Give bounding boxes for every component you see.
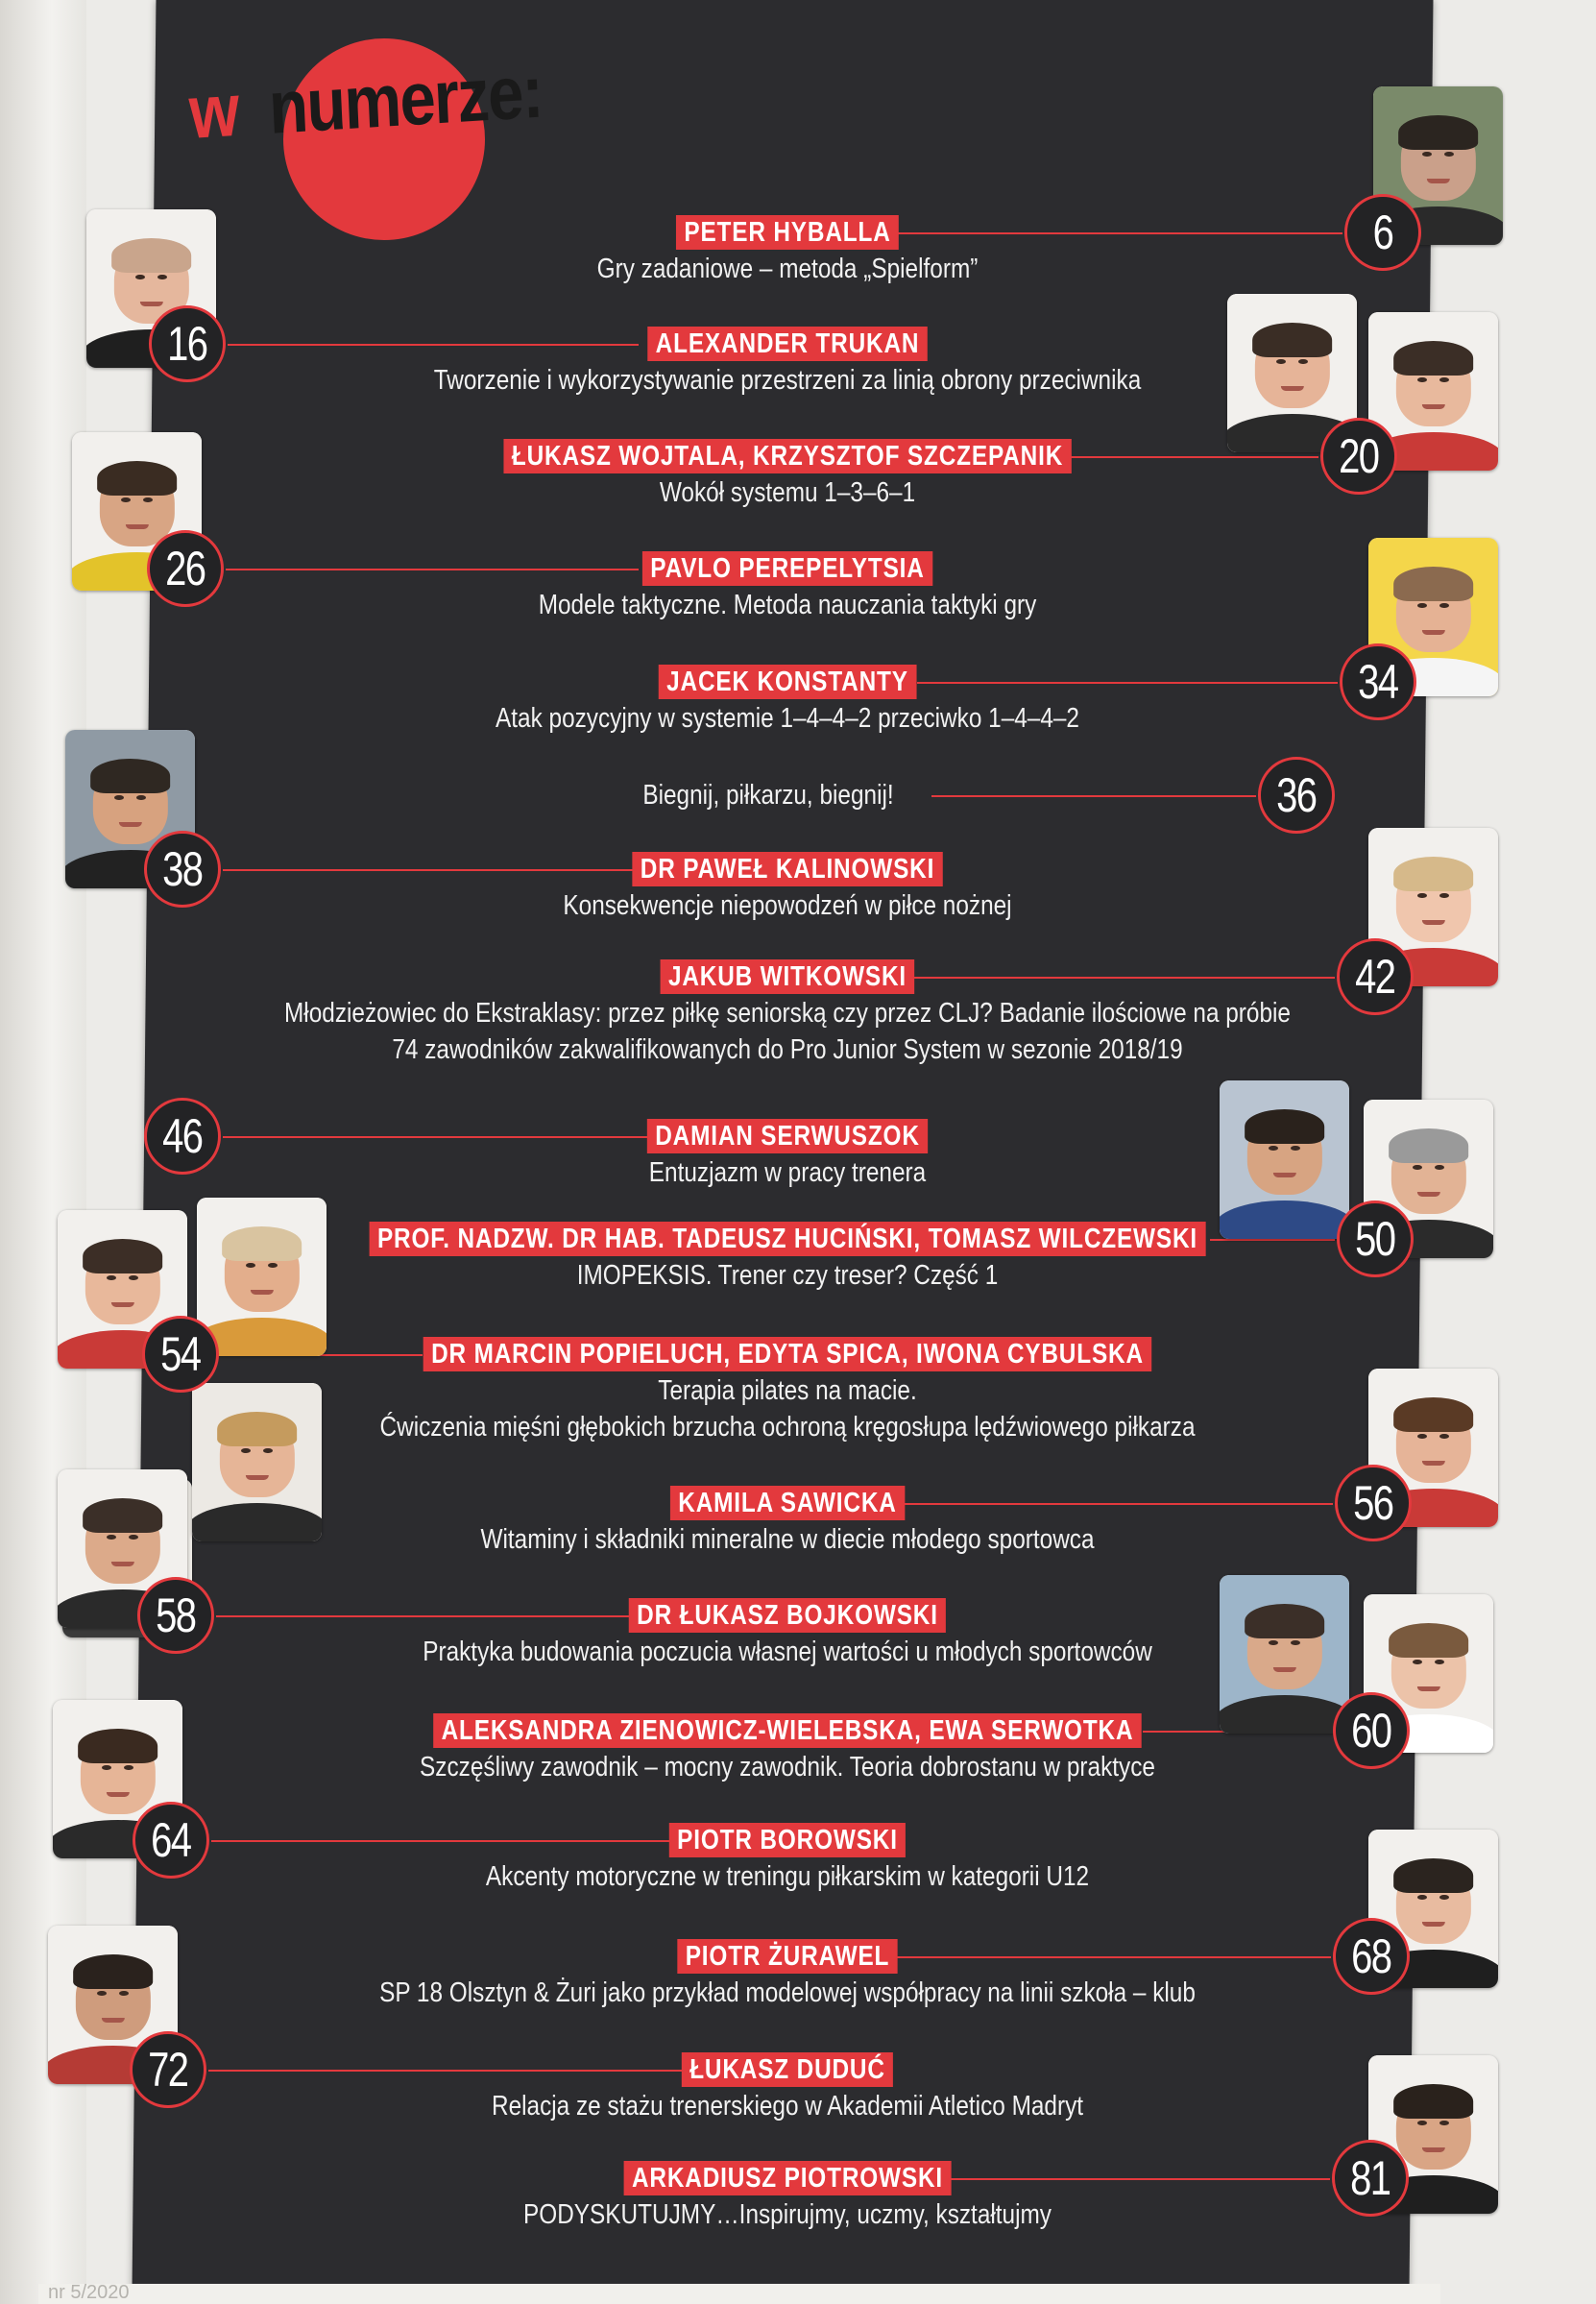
connector-line [1210, 1239, 1335, 1241]
author-label: ŁUKASZ DUDUĆ [682, 2052, 893, 2087]
article-title: Gry zadaniowe – metoda „Spielform” [596, 254, 979, 284]
page-number: 36 [1276, 768, 1317, 822]
page-number-badge [1340, 643, 1416, 720]
footer-issue: nr 5/2020 [48, 2282, 130, 2303]
author-label: DR ŁUKASZ BOJKOWSKI [629, 1598, 947, 1633]
page-number: 81 [1350, 2151, 1390, 2205]
page-number: 42 [1355, 950, 1395, 1004]
author-label: PIOTR ŻURAWEL [677, 1939, 897, 1974]
page-number: 34 [1358, 655, 1398, 709]
page-number: 68 [1351, 1929, 1391, 1983]
article-title: Młodzieżowiec do Ekstraklasy: przez piłkę seniorską czy przez CLJ? Badanie ilościowe na próbie [284, 998, 1291, 1029]
page-number-badge [1337, 938, 1414, 1015]
page-number-badge [1344, 194, 1421, 271]
portrait-bojkowski [1220, 1575, 1349, 1734]
page-number-badge [1332, 2140, 1409, 2217]
page-number: 54 [160, 1327, 201, 1381]
footer-strip [38, 2284, 1440, 2304]
article-title: Modele taktyczne. Metoda nauczania taktyki gry [538, 590, 1037, 620]
connector-line [223, 1136, 653, 1138]
page-number-badge [1320, 418, 1397, 495]
article-title: PODYSKUTUJMY…Inspirujmy, uczmy, kształtujmy [523, 2199, 1052, 2230]
connector-line [208, 2070, 682, 2072]
portrait-serwuszok [1220, 1080, 1349, 1239]
article-title: Ćwiczenia mięśni głębokich brzucha ochroną kręgosłupa lędźwiowego piłkarza [379, 1412, 1196, 1443]
article-title: Praktyka budowania poczucia własnej wartości u młodych sportowców [423, 1637, 1152, 1667]
page-number: 46 [162, 1109, 203, 1163]
connector-line [907, 977, 1335, 979]
article-title: Terapia pilates na macie. [658, 1375, 917, 1406]
page-number-badge [1337, 1201, 1414, 1277]
connector-line [1071, 456, 1318, 458]
article-title: SP 18 Olsztyn & Żuri jako przykład modelowej współpracy na linii szkoła – klub [379, 1977, 1196, 2008]
page-number: 6 [1372, 206, 1393, 259]
page-number-badge [142, 1316, 219, 1393]
author-label: JACEK KONSTANTY [659, 665, 917, 699]
article-title: Relacja ze stażu trenerskiego w Akademii Atletico Madryt [491, 2091, 1084, 2122]
page-number-badge [147, 530, 224, 607]
author-label: DAMIAN SERWUSZOK [647, 1119, 928, 1153]
page-number: 38 [162, 842, 203, 896]
connector-line [223, 869, 634, 871]
page-number-badge [1333, 1918, 1410, 1995]
page-number-badge [1335, 1465, 1412, 1541]
page-number-badge [144, 1098, 221, 1175]
article-title: Atak pozycyjny w systemie 1–4–4–2 przeciwko 1–4–4–2 [496, 703, 1079, 734]
author-label: ALEKSANDRA ZIENOWICZ-WIELEBSKA, EWA SERWOTKA [433, 1713, 1142, 1748]
page-number-badge [1258, 757, 1335, 834]
page-number: 72 [148, 2043, 188, 2097]
author-label: ARKADIUSZ PIOTROWSKI [624, 2161, 952, 2195]
article-title: 74 zawodników zakwalifikowanych do Pro Junior System w sezonie 2018/19 [392, 1034, 1183, 1065]
page-number: 58 [156, 1589, 196, 1642]
page-number-badge [1333, 1692, 1410, 1769]
author-label: PAVLO PEREPELYTSIA [642, 551, 932, 586]
page-number-badge [133, 1802, 209, 1879]
page-number: 56 [1353, 1476, 1393, 1530]
article-title: Konsekwencje niepowodzeń w piłce nożnej [563, 890, 1012, 921]
heading-w: w [187, 66, 240, 155]
article-title: Akcenty motoryczne w treningu piłkarskim w kategorii U12 [485, 1861, 1090, 1892]
heading-numerze: numerze: [267, 48, 544, 150]
connector-line [211, 1840, 677, 1842]
article-title: Tworzenie i wykorzystywanie przestrzeni za linią obrony przeciwnika [433, 365, 1142, 396]
author-label: PIOTR BOROWSKI [669, 1823, 906, 1857]
connector-line [917, 682, 1338, 684]
author-label: PROF. NADZW. DR HAB. TADEUSZ HUCIŃSKI, TOMASZ WILCZEWSKI [370, 1222, 1206, 1256]
page-number: 50 [1355, 1212, 1395, 1266]
connector-line [893, 232, 1342, 234]
page-number: 20 [1339, 429, 1379, 483]
connector-line [226, 569, 639, 570]
page-number: 64 [151, 1813, 191, 1867]
connector-line [931, 2178, 1330, 2180]
author-label: DR PAWEŁ KALINOWSKI [632, 852, 942, 886]
author-label: ŁUKASZ WOJTALA, KRZYSZTOF SZCZEPANIK [503, 439, 1071, 473]
author-label: ALEXANDER TRUKAN [647, 327, 927, 361]
connector-line [888, 1956, 1331, 1958]
article-title: Szczęśliwy zawodnik – mocny zawodnik. Teoria dobrostanu w praktyce [420, 1752, 1155, 1783]
page-number: 16 [167, 317, 207, 371]
page-number: 60 [1351, 1704, 1391, 1758]
page-number-badge [144, 831, 221, 908]
article-title: IMOPEKSIS. Trener czy treser? Część 1 [576, 1260, 999, 1291]
connector-line [216, 1615, 639, 1617]
connector-line [228, 344, 639, 346]
author-label: DR MARCIN POPIELUCH, EDYTA SPICA, IWONA CYBULSKA [423, 1337, 1152, 1371]
author-label: JAKUB WITKOWSKI [661, 959, 915, 994]
connector-line [903, 1503, 1333, 1505]
article-title: Entuzjazm w pracy trenera [648, 1157, 927, 1188]
author-label: KAMILA SAWICKA [670, 1486, 905, 1520]
article-title: Witaminy i składniki mineralne w diecie młodego sportowca [480, 1524, 1095, 1555]
page-number-badge [149, 305, 226, 382]
page-number: 26 [165, 542, 206, 595]
author-label: PETER HYBALLA [676, 215, 899, 250]
page-number-badge [137, 1577, 214, 1654]
connector-line [931, 795, 1256, 797]
article-title: Wokół systemu 1–3–6–1 [659, 477, 916, 508]
page-number-badge [130, 2031, 206, 2108]
portrait-popieluch [197, 1198, 326, 1356]
article-title: Biegnij, piłkarzu, biegnij! [642, 780, 894, 811]
portrait-cybulska [192, 1383, 322, 1541]
